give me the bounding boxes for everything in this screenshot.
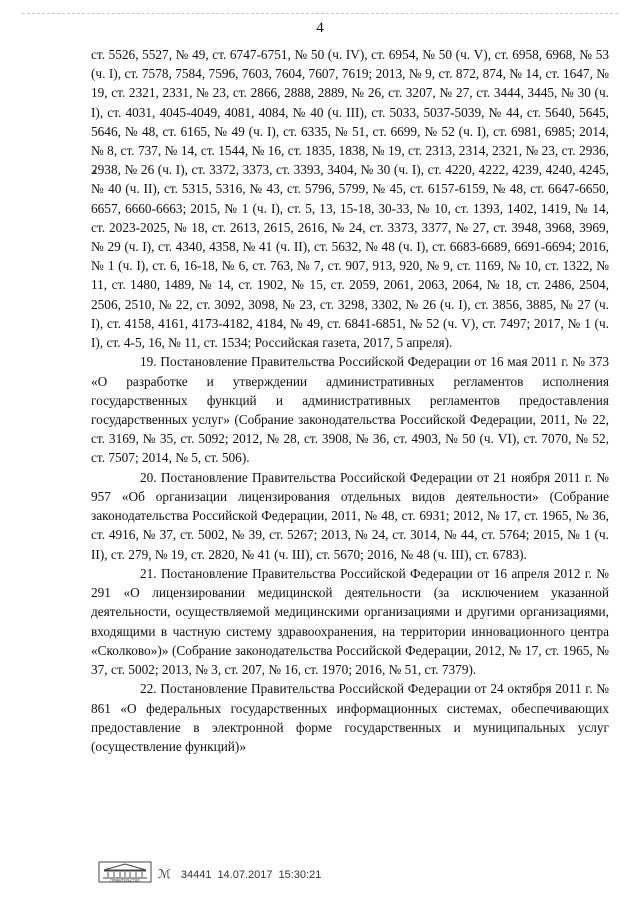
registration-date: 14.07.2017 [217, 869, 273, 881]
paragraph-item-20: 20. Постановление Правительства Российской Федерации от 21 ноября 2011 г. № 957 «Об организации лицензирования отдельных видов деятельности» (Собрание законодательства Российской Федерации, 2011, № 48, ст. 6931; 2012, № 17, ст. 1965, № 36, ст. 4916, № 37, ст. 5002, № 39, ст. 5267; 2013, № 24, ст. 3014, № 44, ст. 5764; 2015, № 1 (ч. II), ст. 279, № 19, ст. 2820, № 41 (ч. III), ст. 5670; 2016, № 48 (ч. III), ст. 6783). [91, 469, 609, 562]
paragraph-item-21: 21. Постановление Правительства Российской Федерации от 16 апреля 2012 г. № 291 «О лицензировании медицинской деятельности (за исключением указанной деятельности, осуществляемой медицинскими организациями и другими организациями, входящими в частную систему здравоохранения, на территории инновационного центра «Сколково»)» (Собрание законодательства Российской Федерации, 2012, № 17, ст. 1965, № 37, ст. 5002; 2013, № 3, ст. 207, № 16, ст. 1970; 2016, № 51, ст. 7379). [91, 566, 609, 678]
paragraph-item-19: 19. Постановление Правительства Российской Федерации от 16 мая 2011 г. № 373 «О разработке и утверждении административных регламентов исполнения государственных функций и административных регламентов предоставления государственных услуг» (Собрание законодательства Российской Федерации, 2011, № 22, ст. 3169, № 35, ст. 5092; 2012, № 28, ст. 3908, № 36, ст. 4903, № 50 (ч. VI), ст. 7070, № 52, ст. 7507; 2014, № 5, ст. 506). [91, 354, 609, 466]
registration-time: 15:30:21 [278, 869, 322, 881]
top-divider [22, 13, 618, 14]
emblem-caption: ПРАВИТЕЛЬСТВО [110, 878, 140, 883]
paragraph-continuation: ст. 5526, 5527, № 49, ст. 6747-6751, № 50 (ч. IV), ст. 6954, № 50 (ч. V), ст. 6958, 6968, № 53 (ч. I), ст. 7578, 7584, 7596, 7603, 7604, 7607, 7619; 2013, № 9, ст. 872, 874, № 14, ст. 1647, № 19, ст. 2321, 2331, № 23, ст. 2866, 2888, 2889, № 26, ст. 3207, № 27, ст. 3444, 3445, № 30 (ч. I), ст. 4031, 4045-4049, 4081, 4084, № 40 (ч. III), ст. 5033, 5037-5039, № 44, ст. 5640, 5645, 5646, № 48, ст. 6165, № 49 (ч. I), ст. 6335, № 51, ст. 6699, № 52 (ч. I), ст. 6981, 6985; 2014, № 8, ст. 737, № 14, ст. 1544, № 16, ст. 1835, 1838, № 19, ст. 2313, 2314, 2321, № 23, ст. 2936, 2938, № 26 (ч. I), ст. 3372, 3373, ст. 3393, 3404, № 30 (ч. I), ст. 4220, 4222, 4239, 4240, 4245, № 40 (ч. II), ст. 5315, 5316, № 43, ст. 5796, 5799, № 45, ст. 6157-6159, № 48, ст. 6647-6650, 6657, 6660-6663; 2015, № 1 (ч. I), ст. 5, 13, 15-18, 30-33, № 10, ст. 1393, 1402, 1419, № 14, ст. 2023-2025, № 18, ст. 2613, 2615, 2616, № 24, ст. 3373, 3377, № 27, ст. 3948, 3968, 3969, № 29 (ч. I), ст. 4340, 4358, № 41 (ч. II), ст. 5632, № 48 (ч. I), ст. 6683-6689, 6691-6694; 2016, № 1 (ч. I), ст. 6, 16-18, № 6, ст. 763, № 7, ст. 907, 913, 920, № 9, ст. 1169, № 10, ст. 1322, № 11, ст. 1480, 1489, № 14, ст. 1902, № 15, ст. 2059, 2061, 2063, 2064, № 18, ст. 2486, 2504, 2506, 2510, № 22, ст. 3092, 3098, № 23, ст. 3298, 3302, № 26 (ч. I), ст. 3856, 3885, № 27 (ч. I), ст. 4158, 4161, 4173-4182, 4184, № 49, ст. 6841-6851, № 52 (ч. V), ст. 7497; 2017, № 1 (ч. I), ст. 4-5, 16, № 11, ст. 1534; Российская газета, 2017, 5 апреля). [91, 47, 609, 351]
registration-footer [98, 861, 428, 891]
government-building-icon [98, 861, 152, 883]
page-number: 4 [316, 20, 324, 36]
document-body [91, 45, 609, 756]
registration-stamp [158, 867, 321, 881]
registration-number: 34441 [180, 869, 212, 881]
document-icon: ℳ [158, 867, 171, 881]
paragraph-item-22: 22. Постановление Правительства Российской Федерации от 24 октября 2011 г. № 861 «О федеральных государственных информационных системах, обеспечивающих предоставление в электронной форме государственных и муниципальных услуг (осуществление функций)» [91, 681, 609, 755]
